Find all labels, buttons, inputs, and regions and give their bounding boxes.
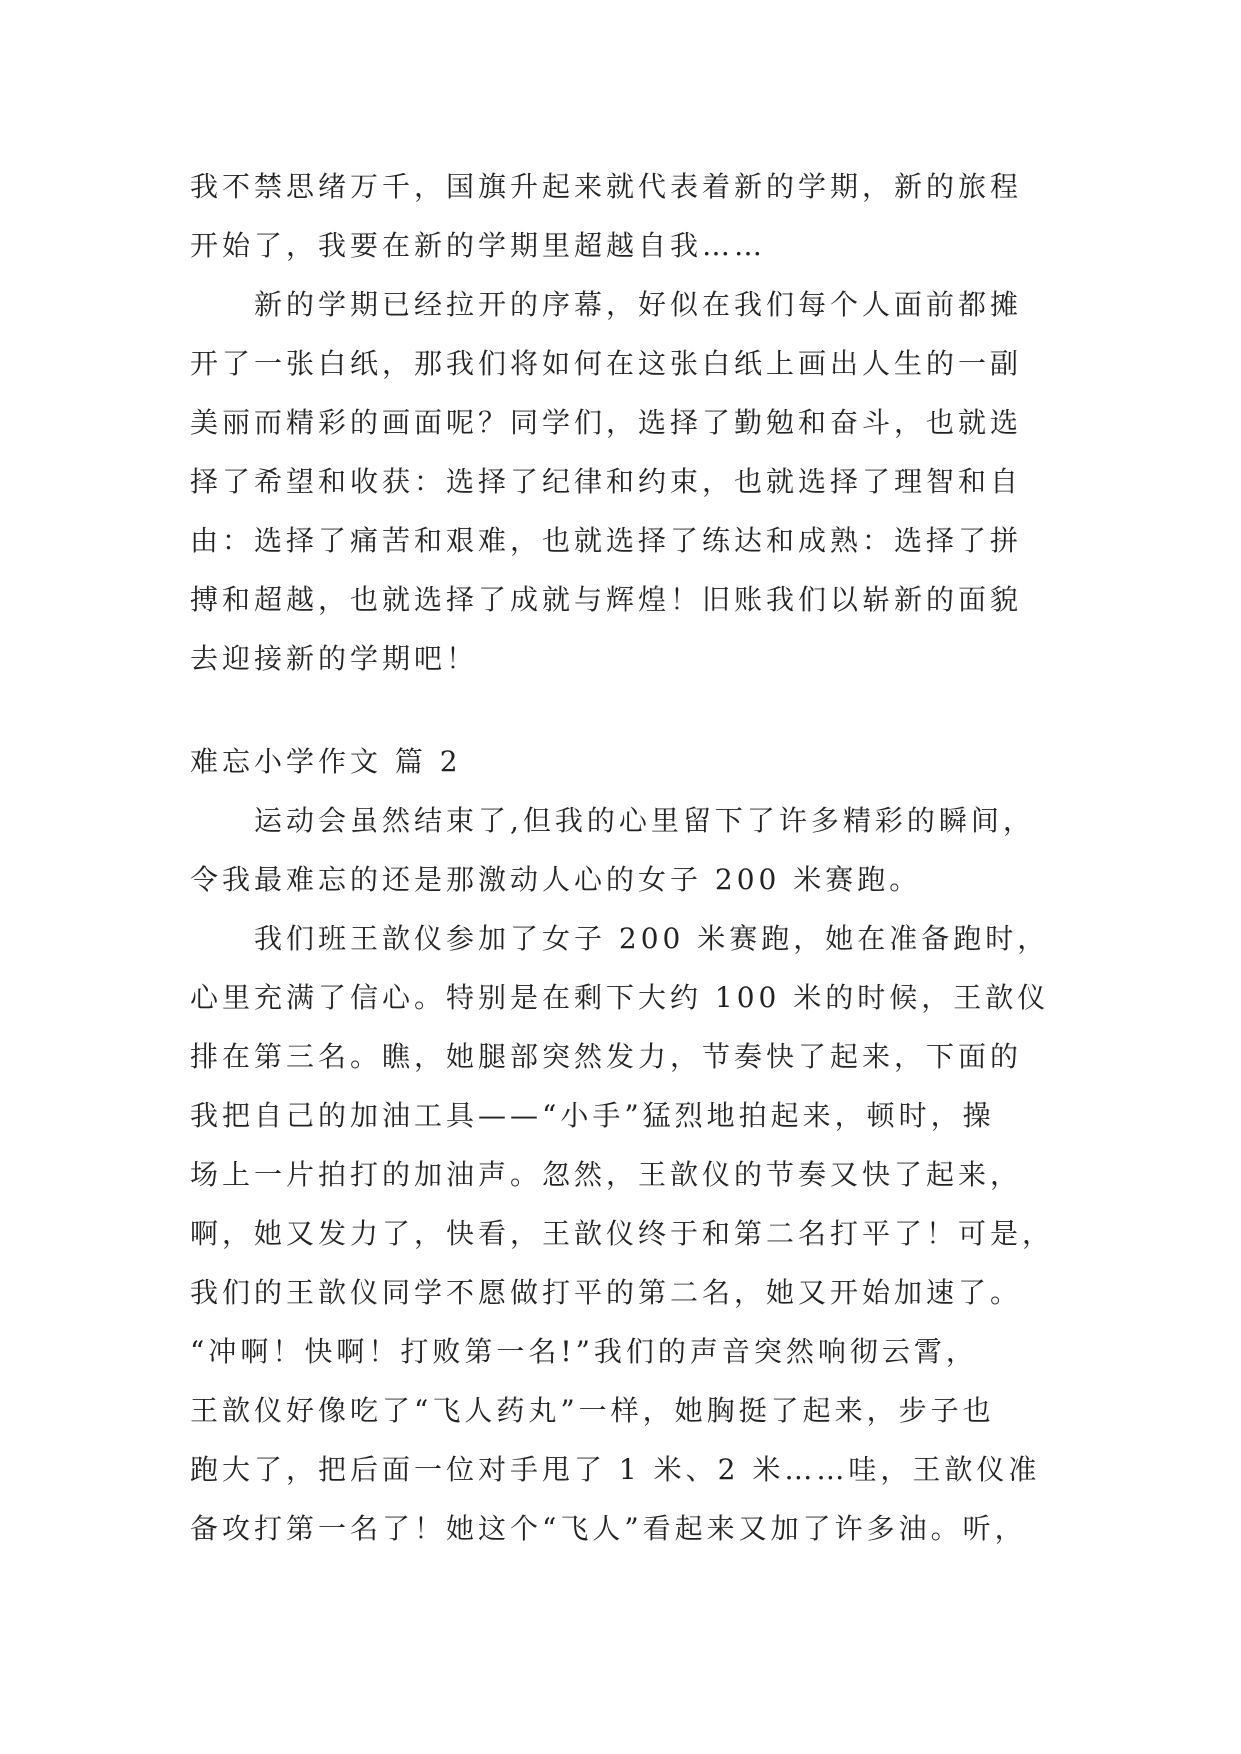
text-line: 我把自己的加油工具——“小手”猛烈地拍起来，顿时，操 [190, 1099, 995, 1132]
text-line: 令我最难忘的还是那激动人心的女子 200 米赛跑。 [190, 863, 922, 896]
text-line: 去迎接新的学期吧！ [190, 642, 479, 675]
text-line: 美丽而精彩的画面呢？同学们，选择了勤勉和奋斗，也就选 [190, 406, 1023, 439]
text-line: 啊，她又发力了，快看，王歆仪终于和第二名打平了！可是， [190, 1217, 1055, 1250]
text-line: 心里充满了信心。特别是在剩下大约 100 米的时候，王歆仪 [190, 981, 1050, 1014]
section-gap [190, 688, 1070, 732]
text-line: 我不禁思绪万千，国旗升起来就代表着新的学期，新的旅程 [190, 170, 1023, 203]
section-heading: 难忘小学作文 篇 2 [190, 745, 462, 778]
text-line: 我们的王歆仪同学不愿做打平的第二名，她又开始加速了。 [190, 1276, 1023, 1309]
paragraph-3 [190, 791, 1070, 909]
paragraph-4 [190, 909, 1070, 1558]
text-line: 王歆仪好像吃了“飞人药丸”一样，她胸挺了起来，步子也 [190, 1394, 995, 1427]
text-line: 开了一张白纸，那我们将如何在这张白纸上画出人生的一副 [190, 347, 1023, 380]
text-line: 运动会虽然结束了,但我的心里留下了许多精彩的瞬间， [254, 804, 1035, 837]
text-line: 我们班王歆仪参加了女子 200 米赛跑，她在准备跑时， [254, 922, 1050, 955]
text-line: 择了希望和收获：选择了纪律和约束，也就选择了理智和自 [190, 465, 1023, 498]
text-line: 搏和超越，也就选择了成就与辉煌！旧账我们以崭新的面貌 [190, 583, 1023, 616]
document-body [190, 157, 1070, 1558]
text-line: 备攻打第一名了！她这个“飞人”看起来又加了许多油。听， [190, 1512, 1027, 1545]
text-line: 场上一片拍打的加油声。忽然，王歆仪的节奏又快了起来， [190, 1158, 1023, 1191]
text-line: 开始了，我要在新的学期里超越自我…… [190, 229, 767, 262]
text-line: “冲啊！快啊！打败第一名!”我们的声音突然响彻云霄， [190, 1335, 978, 1368]
text-line: 新的学期已经拉开的序幕，好似在我们每个人面前都摊 [254, 288, 1023, 321]
paragraph-1 [190, 157, 1070, 275]
text-line: 排在第三名。瞧，她腿部突然发力，节奏快了起来，下面的 [190, 1040, 1023, 1073]
text-line: 跑大了，把后面一位对手甩了 1 米、2 米……哇，王歆仪准 [190, 1453, 1041, 1486]
paragraph-2 [190, 275, 1070, 688]
text-line: 由：选择了痛苦和艰难，也就选择了练达和成熟：选择了拼 [190, 524, 1023, 557]
